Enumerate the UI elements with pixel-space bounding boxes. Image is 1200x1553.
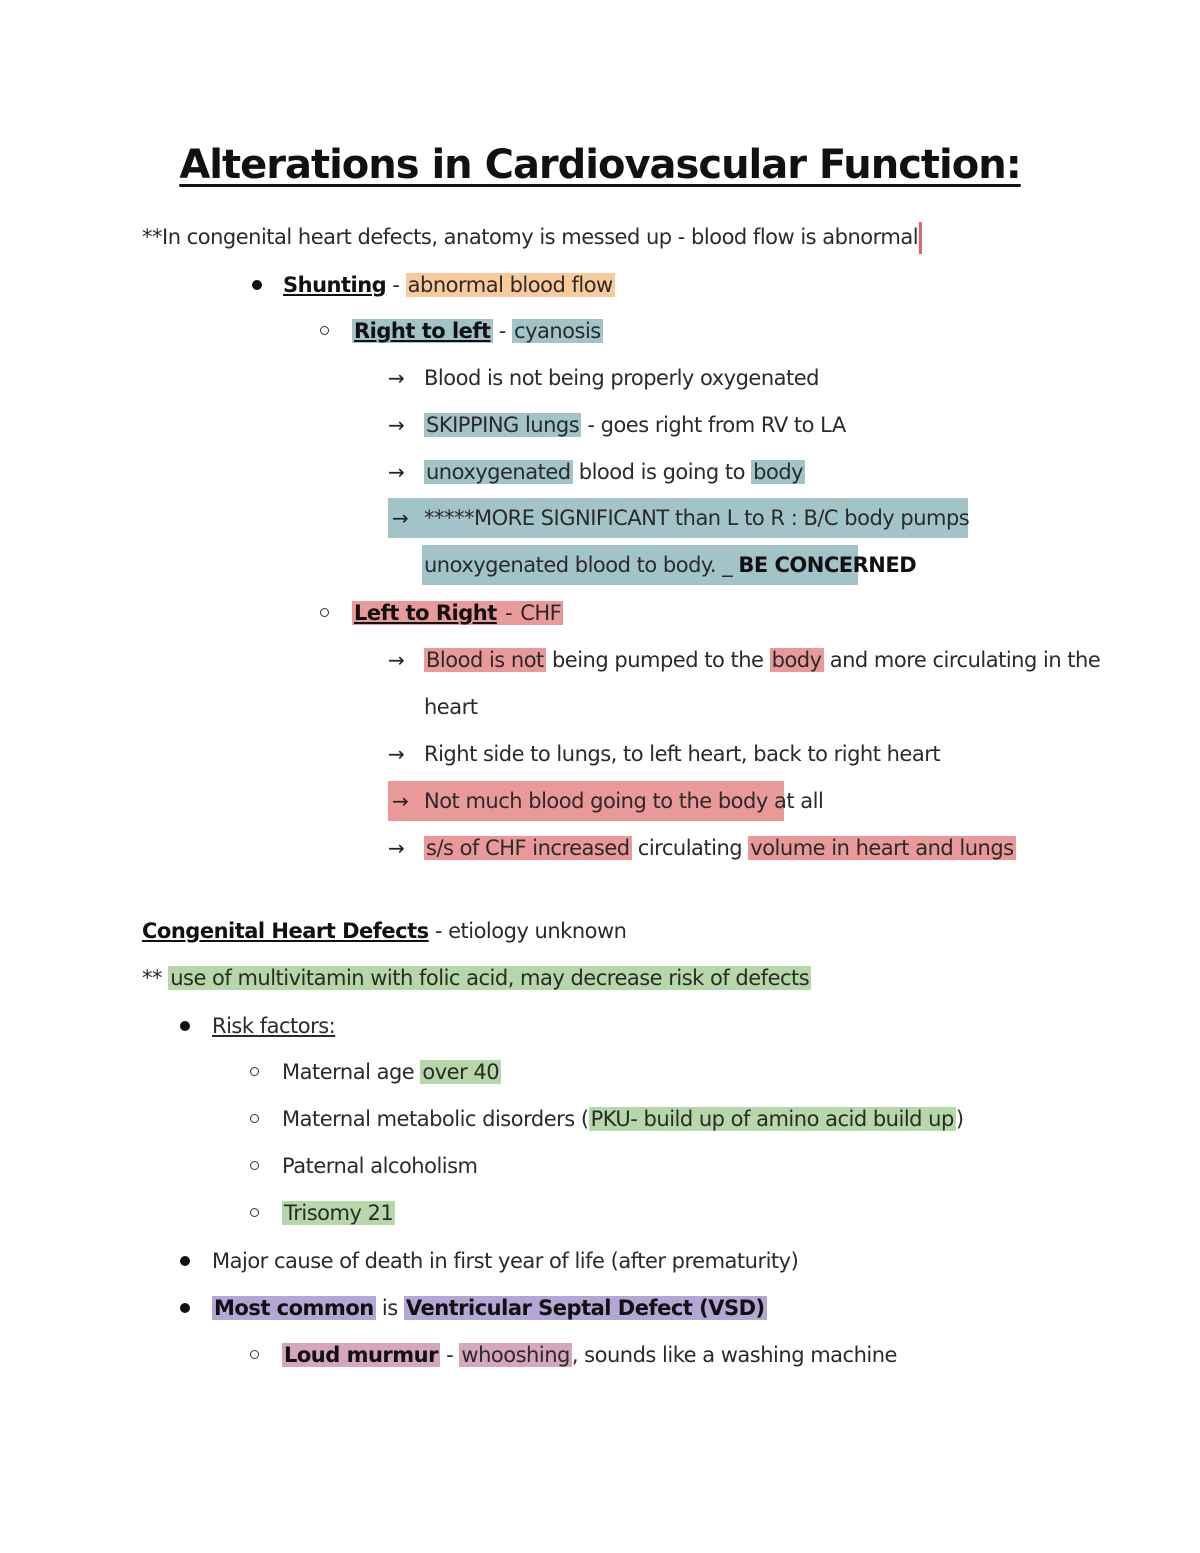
circle-bullet-icon xyxy=(250,1161,259,1170)
arrow-right-icon: → xyxy=(388,836,405,860)
rtl-point-4-cont xyxy=(424,545,916,585)
risk-4 xyxy=(282,1193,395,1233)
be-concerned-text: BE CONCERNED xyxy=(738,553,917,577)
murmur-label: Loud murmur xyxy=(284,1343,438,1367)
rtl-point-3-highlight-a: unoxygenated xyxy=(426,460,571,484)
ltr-desc: CHF xyxy=(520,601,562,625)
chd-note-prefix: ** xyxy=(142,966,169,990)
risk-3-text: Paternal alcoholism xyxy=(282,1154,478,1178)
risk-2-text: Maternal metabolic disorders ( xyxy=(282,1107,589,1131)
bullet-icon xyxy=(180,1256,190,1266)
ltr-sep: - xyxy=(498,601,519,625)
rtl-point-2 xyxy=(424,405,846,445)
chd-desc: - etiology unknown xyxy=(428,919,627,943)
ltr-point-1-highlight-a: Blood is not xyxy=(426,648,544,672)
ltr-point-3 xyxy=(424,781,823,821)
risk-factors-heading xyxy=(212,1006,335,1046)
rtl-point-3-text: blood is going to xyxy=(572,460,752,484)
rtl-desc: cyanosis xyxy=(514,319,601,343)
chd-heading xyxy=(142,911,626,951)
risk-3 xyxy=(282,1146,478,1186)
bullet-icon xyxy=(180,1021,190,1031)
ltr-point-2 xyxy=(424,734,940,774)
risk-2-close: ) xyxy=(955,1107,964,1131)
ltr-point-1-cont xyxy=(424,687,477,727)
vsd-label: Ventricular Septal Defect (VSD) xyxy=(405,1296,765,1320)
bullet-icon xyxy=(252,280,262,290)
chd-note-text: use of multivitamin with folic acid, may decrease risk of defects xyxy=(170,966,810,990)
rtl-sep: - xyxy=(492,319,513,343)
rtl-point-1 xyxy=(424,358,819,398)
chd-label: Congenital Heart Defects xyxy=(142,919,429,943)
rtl-point-2-highlight: SKIPPING lungs xyxy=(426,413,580,437)
circle-bullet-icon xyxy=(250,1067,259,1076)
shunting-line xyxy=(283,265,615,305)
major-cause xyxy=(212,1241,798,1281)
risk-1-text: Maternal age xyxy=(282,1060,421,1084)
rtl-point-3 xyxy=(424,452,805,492)
circle-bullet-icon xyxy=(320,608,329,617)
ltr-line xyxy=(352,593,563,633)
most-common-is: is xyxy=(375,1296,404,1320)
rtl-line xyxy=(352,311,603,351)
murmur-line xyxy=(282,1335,897,1375)
ltr-point-1-highlight-b: body xyxy=(771,648,822,672)
ltr-point-1-cont-text: heart xyxy=(424,695,478,719)
arrow-right-icon: → xyxy=(388,413,405,437)
rtl-label: Right to left xyxy=(354,319,491,343)
intro-line xyxy=(142,217,922,257)
ltr-point-4 xyxy=(424,828,1016,868)
arrow-right-icon: → xyxy=(392,506,409,530)
arrow-right-icon: → xyxy=(388,366,405,390)
ltr-point-4-highlight-a: s/s of CHF increased xyxy=(426,836,630,860)
shunting-label: Shunting xyxy=(283,273,387,297)
bullet-icon xyxy=(180,1303,190,1313)
circle-bullet-icon xyxy=(250,1114,259,1123)
rtl-point-2-text: - goes right from RV to LA xyxy=(581,413,846,437)
shunting-sep: - xyxy=(386,273,406,297)
ltr-point-1-text: being pumped to the xyxy=(545,648,770,672)
arrow-right-icon: → xyxy=(388,460,405,484)
page-title: Alterations in Cardiovascular Function: xyxy=(179,142,1021,188)
rtl-point-4b-text: unoxygenated blood to body. _ xyxy=(424,553,739,577)
circle-bullet-icon xyxy=(320,326,329,335)
risk-factors-label: Risk factors: xyxy=(212,1014,336,1038)
risk-1-highlight: over 40 xyxy=(422,1060,500,1084)
ltr-point-4-text: circulating xyxy=(631,836,749,860)
risk-4-highlight: Trisomy 21 xyxy=(284,1201,394,1225)
most-common xyxy=(212,1288,767,1328)
ltr-point-2-text: Right side to lungs, to left heart, back to right heart xyxy=(424,742,941,766)
ltr-label: Left to Right xyxy=(354,601,497,625)
rtl-point-4-text: *****MORE SIGNIFICANT than L to R : B/C body pumps xyxy=(424,506,970,530)
risk-2 xyxy=(282,1099,964,1139)
rtl-point-4 xyxy=(424,498,969,538)
ltr-point-1 xyxy=(424,640,1100,680)
murmur-text: , sounds like a washing machine xyxy=(571,1343,897,1367)
circle-bullet-icon xyxy=(250,1208,259,1217)
murmur-highlight: whooshing xyxy=(461,1343,570,1367)
rtl-point-1-text: Blood is not being properly oxygenated xyxy=(424,366,820,390)
ltr-point-3-text: Not much blood going to the body at all xyxy=(424,789,824,813)
most-common-label: Most common xyxy=(214,1296,374,1320)
arrow-right-icon: → xyxy=(388,648,405,672)
chd-note xyxy=(142,958,811,998)
risk-2-highlight: PKU- build up of amino acid build up xyxy=(590,1107,954,1131)
ltr-point-4-highlight-b: volume in heart and lungs xyxy=(750,836,1014,860)
major-cause-text: Major cause of death in first year of life (after prematurity) xyxy=(212,1249,799,1273)
intro-text: **In congenital heart defects, anatomy is messed up - blood flow is abnormal xyxy=(142,225,919,249)
arrow-right-icon: → xyxy=(392,789,409,813)
murmur-sep: - xyxy=(439,1343,460,1367)
ltr-point-1-text-b: and more circulating in the xyxy=(823,648,1101,672)
rtl-point-3-highlight-b: body xyxy=(753,460,804,484)
shunting-desc: abnormal blood flow xyxy=(407,273,613,297)
text-cursor xyxy=(919,222,922,254)
risk-1 xyxy=(282,1052,501,1092)
circle-bullet-icon xyxy=(250,1350,259,1359)
arrow-right-icon: → xyxy=(388,742,405,766)
